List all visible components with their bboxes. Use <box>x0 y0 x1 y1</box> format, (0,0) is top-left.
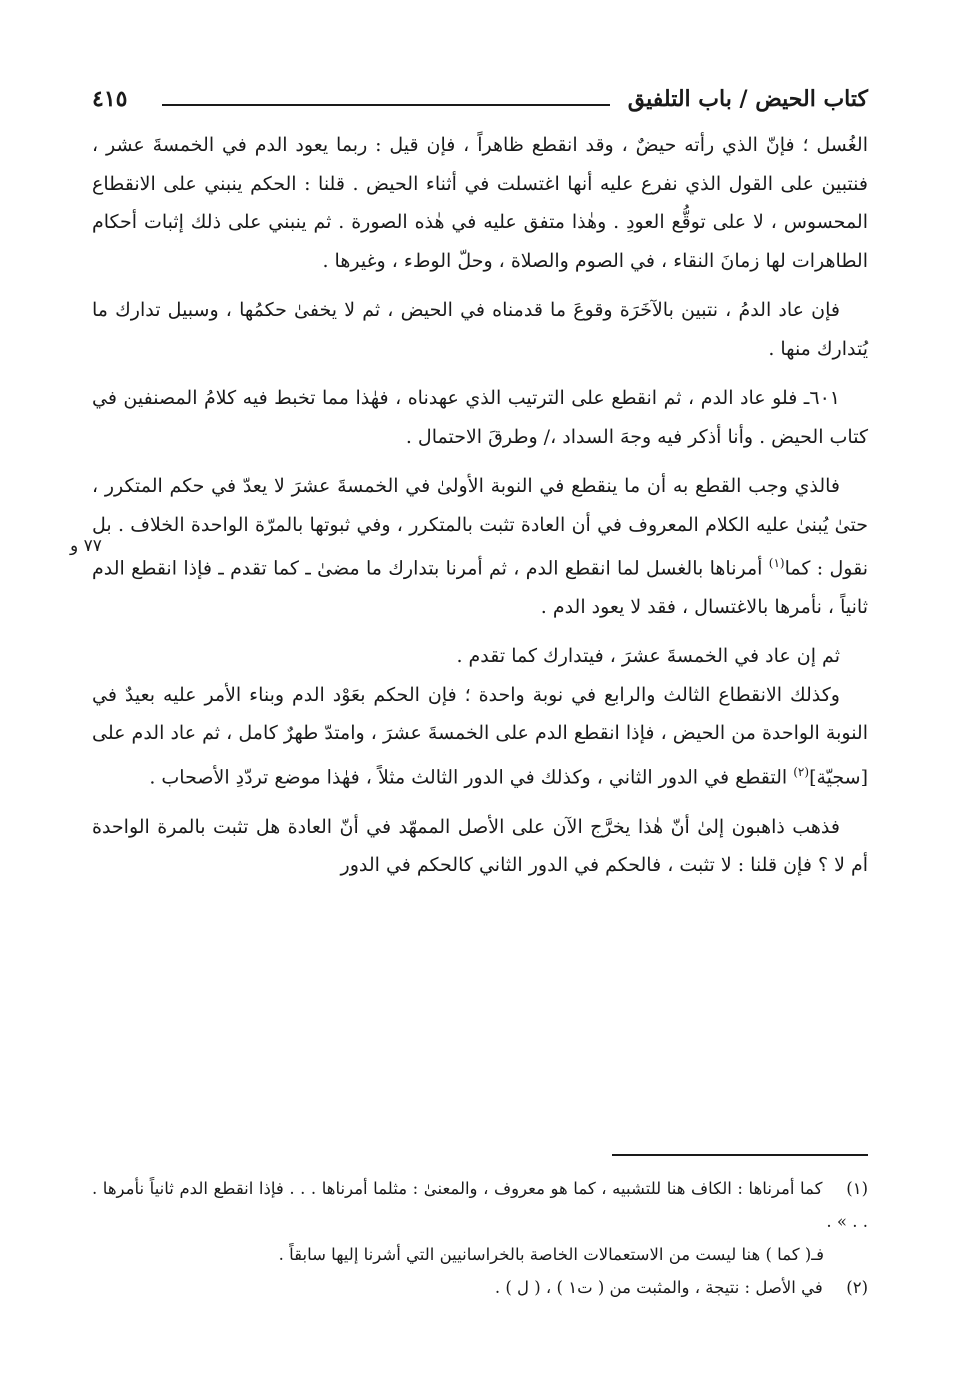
footnote-1-number: (١) <box>846 1179 868 1198</box>
margin-folio-note: ٧٧ و <box>70 536 102 556</box>
footnote-1-continuation <box>92 1238 868 1271</box>
paragraph-7: فذهب ذاهبون إلىٰ أنّ هٰذا يخرَّج الآن على الأصل الممهّد في أنّ العادة هل تثبت بالمرة الواحدة أم لا ؟ فإن قلنا : لا تثبت ، فالحكم في الدور الثاني كالحكم في الدور <box>92 815 868 877</box>
footnote-2-number: (٢) <box>846 1278 868 1297</box>
paragraph-6 <box>92 676 868 797</box>
paragraph-6-part-2: التقطع في الدور الثاني ، وكذلك في الدور الثالث مثلاً ، فهٰذا موضع تردّدِ الأصحاب . <box>149 766 788 789</box>
footnote-1-continuation-text: فـ( كما ) هنا ليست من الاستعمالات الخاصة بالخراسانيين التي أشرنا إليها سابقاً . <box>278 1245 824 1264</box>
footnote-2-text: في الأصل : نتيجة ، والمثبت من ( ت١ ) ، ( ل ) . <box>494 1278 823 1297</box>
paragraph-4 <box>92 467 868 626</box>
paragraph-4-part-1: فالذي وجب القطع به أن ما ينقطع في النوبة الأولىٰ في الخمسةَ عشرَ لا يعدّ في حكم المتكرر ، حتىٰ يُبنىٰ عليه الكلام المعروف في أن العادة تثبت بالمتكرر ، وفي ثبوتها بالمرّة الواحدة الخلاف . بل نقول : كما <box>92 475 868 580</box>
paragraph-6-part-1: وكذلك الانقطاع الثالث والرابع في نوبة واحدة ؛ فإن الحكم بعَوْد الدم وبناء الأمر عليه بعيدٌ في النوبة الواحدة من الحيض ، فإذا انقطع الدم على الخمسةَ عشرَ ، وامتدّ طهرٌ كامل ، ثم عاد الدم على [سجيّة] <box>92 683 868 789</box>
main-text <box>92 126 868 885</box>
footnote-2 <box>92 1271 868 1304</box>
paragraph-2: فإن عاد الدمُ ، نتبين بالآخَرَة وقوعَ ما قدمناه في الحيض ، ثم لا يخفىٰ حكمُها ، وسبيل تدارك ما يُتدارك منها . <box>92 299 868 360</box>
paragraph-5: ثم إن عاد في الخمسةَ عشرَ ، فيتدارك كما تقدم . <box>456 645 840 668</box>
header-title: كتاب الحيض / باب التلفيق <box>627 86 868 112</box>
page-number: ٤١٥ <box>92 86 128 112</box>
header-rule <box>162 104 610 106</box>
running-header <box>92 84 868 118</box>
paragraph-3: ٦٠١ـ فلو عاد الدم ، ثم انقطع على الترتيب الذي عهدناه ، فهٰذا مما تخبط فيه كلامُ المصنفين في كتاب الحيض . وأنا أذكر فيه وجهَ السداد ،/ وطرقَ الاحتمال . <box>92 387 868 448</box>
footnote-ref-1[interactable]: (١) <box>768 556 785 570</box>
paragraph-4-part-2: أمرناها بالغسل لما انقطع الدم ، ثم أمرنا بتدارك ما مضىٰ ـ كما تقدم ـ فإذا انقطع الدم ثانياً ، نأمرها بالاغتسال ، فقد لا يعود الدم . <box>92 557 868 618</box>
footnote-separator <box>612 1154 868 1156</box>
footnote-ref-2[interactable]: (٢) <box>793 764 810 779</box>
footnotes <box>92 1172 868 1304</box>
footnote-1 <box>92 1172 868 1238</box>
paragraph-1: الغُسل ؛ فإنّ الذي رأته حيضٌ ، وقد انقطع ظاهراً ، فإن قيل : ربما يعود الدم في الخمسةَ عشر ، فنتبين على القول الذي نفرع عليه أنها اغتسلت في أثناء الحيض . قلنا : الحكم ينبني على الانقطاع المحسوس ، لا على توقُّع العودِ . وهٰذا متفق عليه في هٰذه الصورة . ثم ينبني على ذلك إثبات أحكام الطاهرات لها زمانَ النقاء ، في الصوم والصلاة ، وحلّ الوطء ، وغيرها . <box>92 134 868 272</box>
footnote-1-text: كما أمرناها : الكاف هنا للتشبيه ، كما هو معروف ، والمعنىٰ : مثلما أمرناها . . . فإذا انقطع الدم ثانياً نأمرها . . . » . <box>92 1179 868 1231</box>
